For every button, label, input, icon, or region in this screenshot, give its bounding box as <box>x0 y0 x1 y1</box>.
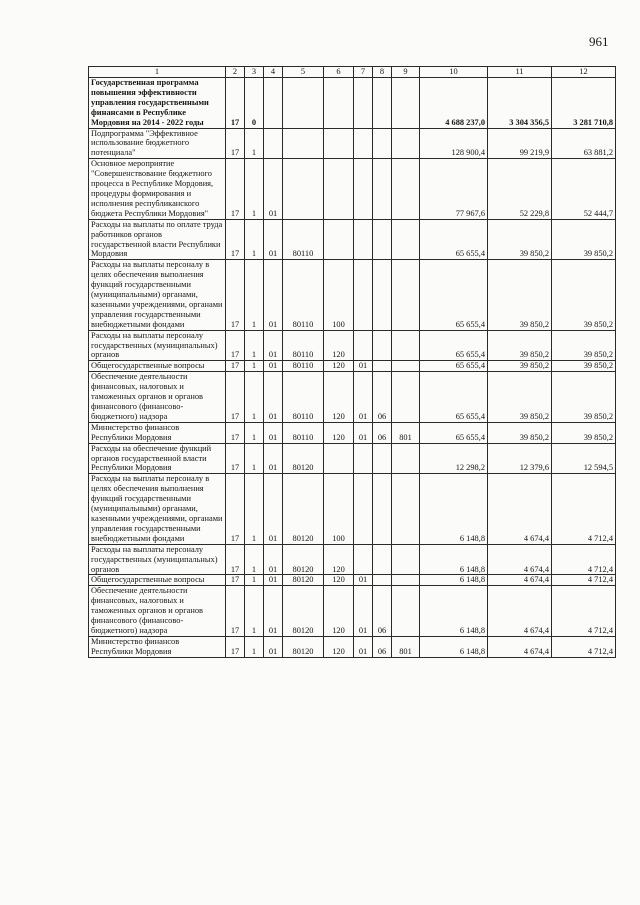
column-header: 2 <box>226 67 245 78</box>
code-direction-cell: 80110 <box>283 422 324 443</box>
code-subsection-cell <box>373 260 392 330</box>
code-ministry-cell <box>392 586 420 637</box>
code-subsection-cell: 06 <box>373 372 392 423</box>
code-direction-cell: 80110 <box>283 372 324 423</box>
code-subsection-cell <box>373 159 392 219</box>
amount-2021-cell: 39 850,2 <box>488 219 552 260</box>
amount-2022-cell: 39 850,2 <box>552 361 616 372</box>
code-event-cell: 01 <box>264 361 283 372</box>
code-section-cell: 01 <box>354 586 373 637</box>
code-event-cell: 01 <box>264 636 283 657</box>
table-row <box>89 219 616 260</box>
code-gp-cell: 17 <box>226 544 245 575</box>
code-sub-cell: 1 <box>245 361 264 372</box>
code-sub-cell: 1 <box>245 544 264 575</box>
amount-2022-cell: 39 850,2 <box>552 422 616 443</box>
amount-2021-cell: 4 674,4 <box>488 544 552 575</box>
code-direction-cell: 80120 <box>283 474 324 544</box>
amount-2021-cell: 3 304 356,5 <box>488 78 552 129</box>
code-direction-cell: 80120 <box>283 575 324 586</box>
row-name-cell: Общегосударственные вопросы <box>89 361 226 372</box>
code-gp-cell: 17 <box>226 474 245 544</box>
budget-table <box>88 66 616 658</box>
amount-2021-cell: 39 850,2 <box>488 422 552 443</box>
amount-2021-cell: 39 850,2 <box>488 330 552 361</box>
code-subsection-cell: 06 <box>373 586 392 637</box>
amount-2020-cell: 6 148,8 <box>420 586 488 637</box>
amount-2021-cell: 4 674,4 <box>488 636 552 657</box>
amount-2022-cell: 4 712,4 <box>552 636 616 657</box>
code-gp-cell: 17 <box>226 586 245 637</box>
row-name-cell: Расходы на выплаты персоналу в целях обеспечения выполнения функций государственными (муниципальными) органами, казенными учреждениями, органами управления государственными внебюджетными фондами <box>89 260 226 330</box>
row-name-cell: Расходы на выплаты персоналу в целях обеспечения выполнения функций государственными (муниципальными) органами, казенными учреждениями, органами управления государственными внебюджетными фондами <box>89 474 226 544</box>
code-gp-cell: 17 <box>226 260 245 330</box>
code-subsection-cell: 06 <box>373 422 392 443</box>
table-row <box>89 636 616 657</box>
code-ministry-cell <box>392 159 420 219</box>
amount-2020-cell: 65 655,4 <box>420 361 488 372</box>
amount-2021-cell: 99 219,9 <box>488 128 552 159</box>
code-sub-cell: 1 <box>245 372 264 423</box>
amount-2021-cell: 4 674,4 <box>488 575 552 586</box>
column-header: 10 <box>420 67 488 78</box>
table-row <box>89 372 616 423</box>
code-section-cell <box>354 443 373 474</box>
column-number-row <box>89 67 616 78</box>
table-row <box>89 260 616 330</box>
code-direction-cell: 80110 <box>283 330 324 361</box>
table-row <box>89 422 616 443</box>
amount-2022-cell: 4 712,4 <box>552 474 616 544</box>
code-direction-cell: 80120 <box>283 636 324 657</box>
code-sub-cell: 1 <box>245 159 264 219</box>
code-gp-cell: 17 <box>226 219 245 260</box>
code-sub-cell: 1 <box>245 443 264 474</box>
amount-2020-cell: 65 655,4 <box>420 260 488 330</box>
code-section-cell <box>354 219 373 260</box>
amount-2021-cell: 4 674,4 <box>488 586 552 637</box>
code-subsection-cell <box>373 128 392 159</box>
code-section-cell <box>354 330 373 361</box>
amount-2021-cell: 52 229,8 <box>488 159 552 219</box>
code-sub-cell: 1 <box>245 422 264 443</box>
amount-2022-cell: 63 881,2 <box>552 128 616 159</box>
code-ministry-cell <box>392 443 420 474</box>
code-subsection-cell <box>373 330 392 361</box>
table-row <box>89 474 616 544</box>
code-section-cell <box>354 474 373 544</box>
code-direction-cell <box>283 159 324 219</box>
amount-2022-cell: 39 850,2 <box>552 260 616 330</box>
amount-2020-cell: 4 688 237,0 <box>420 78 488 129</box>
amount-2020-cell: 65 655,4 <box>420 219 488 260</box>
amount-2020-cell: 77 967,6 <box>420 159 488 219</box>
code-expense-type-cell: 120 <box>324 575 354 586</box>
code-gp-cell: 17 <box>226 575 245 586</box>
code-subsection-cell: 06 <box>373 636 392 657</box>
code-ministry-cell <box>392 361 420 372</box>
table-row <box>89 159 616 219</box>
row-name-cell: Министерство финансов Республики Мордовия <box>89 422 226 443</box>
row-name-cell: Расходы на выплаты персоналу государственных (муниципальных) органов <box>89 330 226 361</box>
code-subsection-cell <box>373 361 392 372</box>
code-direction-cell: 80110 <box>283 260 324 330</box>
amount-2020-cell: 6 148,8 <box>420 544 488 575</box>
table-row <box>89 361 616 372</box>
column-header: 8 <box>373 67 392 78</box>
table-row <box>89 544 616 575</box>
table-row <box>89 586 616 637</box>
amount-2022-cell: 3 281 710,8 <box>552 78 616 129</box>
code-ministry-cell <box>392 78 420 129</box>
code-section-cell: 01 <box>354 372 373 423</box>
code-expense-type-cell <box>324 78 354 129</box>
code-ministry-cell <box>392 575 420 586</box>
amount-2020-cell: 6 148,8 <box>420 575 488 586</box>
amount-2020-cell: 65 655,4 <box>420 372 488 423</box>
column-header: 9 <box>392 67 420 78</box>
amount-2021-cell: 39 850,2 <box>488 372 552 423</box>
row-name-cell: Обеспечение деятельности финансовых, налоговых и таможенных органов и органов финансового (финансово-бюджетного) надзора <box>89 372 226 423</box>
code-gp-cell: 17 <box>226 422 245 443</box>
amount-2022-cell: 4 712,4 <box>552 586 616 637</box>
code-expense-type-cell: 120 <box>324 636 354 657</box>
row-name-cell: Расходы на выплаты по оплате труда работников органов государственной власти Республики Мордовия <box>89 219 226 260</box>
code-gp-cell: 17 <box>226 330 245 361</box>
amount-2022-cell: 39 850,2 <box>552 372 616 423</box>
code-expense-type-cell <box>324 159 354 219</box>
code-subsection-cell <box>373 443 392 474</box>
table-row <box>89 330 616 361</box>
amount-2020-cell: 6 148,8 <box>420 474 488 544</box>
code-sub-cell: 1 <box>245 219 264 260</box>
column-header: 7 <box>354 67 373 78</box>
code-event-cell: 01 <box>264 159 283 219</box>
code-subsection-cell <box>373 474 392 544</box>
code-event-cell: 01 <box>264 474 283 544</box>
table-row <box>89 78 616 129</box>
code-event-cell: 01 <box>264 330 283 361</box>
code-gp-cell: 17 <box>226 128 245 159</box>
code-section-cell: 01 <box>354 422 373 443</box>
code-expense-type-cell: 120 <box>324 330 354 361</box>
code-subsection-cell <box>373 544 392 575</box>
code-expense-type-cell: 120 <box>324 372 354 423</box>
code-subsection-cell <box>373 78 392 129</box>
table-row <box>89 443 616 474</box>
code-section-cell <box>354 260 373 330</box>
amount-2022-cell: 39 850,2 <box>552 330 616 361</box>
row-name-cell: Расходы на выплаты персоналу государственных (муниципальных) органов <box>89 544 226 575</box>
amount-2020-cell: 65 655,4 <box>420 422 488 443</box>
code-section-cell <box>354 159 373 219</box>
code-direction-cell: 80110 <box>283 219 324 260</box>
column-header: 12 <box>552 67 616 78</box>
amount-2020-cell: 65 655,4 <box>420 330 488 361</box>
code-subsection-cell <box>373 219 392 260</box>
code-gp-cell: 17 <box>226 443 245 474</box>
code-sub-cell: 0 <box>245 78 264 129</box>
code-sub-cell: 1 <box>245 586 264 637</box>
row-name-cell: Обеспечение деятельности финансовых, налоговых и таможенных органов и органов финансового (финансово-бюджетного) надзора <box>89 586 226 637</box>
code-expense-type-cell: 100 <box>324 474 354 544</box>
code-direction-cell: 80120 <box>283 586 324 637</box>
code-section-cell <box>354 544 373 575</box>
code-gp-cell: 17 <box>226 361 245 372</box>
code-sub-cell: 1 <box>245 474 264 544</box>
code-expense-type-cell <box>324 128 354 159</box>
code-sub-cell: 1 <box>245 330 264 361</box>
code-event-cell: 01 <box>264 443 283 474</box>
code-event-cell <box>264 78 283 129</box>
code-event-cell: 01 <box>264 260 283 330</box>
code-gp-cell: 17 <box>226 78 245 129</box>
code-direction-cell: 80120 <box>283 544 324 575</box>
code-direction-cell <box>283 128 324 159</box>
column-header: 1 <box>89 67 226 78</box>
code-gp-cell: 17 <box>226 636 245 657</box>
row-name-cell: Министерство финансов Республики Мордовия <box>89 636 226 657</box>
column-header: 6 <box>324 67 354 78</box>
code-gp-cell: 17 <box>226 372 245 423</box>
code-expense-type-cell <box>324 443 354 474</box>
code-expense-type-cell: 120 <box>324 586 354 637</box>
code-expense-type-cell: 120 <box>324 544 354 575</box>
code-section-cell: 01 <box>354 636 373 657</box>
code-ministry-cell <box>392 372 420 423</box>
code-ministry-cell <box>392 219 420 260</box>
row-name-cell: Общегосударственные вопросы <box>89 575 226 586</box>
code-expense-type-cell: 100 <box>324 260 354 330</box>
row-name-cell: Расходы на обеспечение функций органов государственной власти Республики Мордовия <box>89 443 226 474</box>
column-header: 11 <box>488 67 552 78</box>
code-event-cell: 01 <box>264 422 283 443</box>
column-header: 3 <box>245 67 264 78</box>
code-event-cell <box>264 128 283 159</box>
row-name-cell: Государственная программа повышения эффективности управления государственными финансами в Республике Мордовия на 2014 - 2022 годы <box>89 78 226 129</box>
code-ministry-cell <box>392 544 420 575</box>
amount-2021-cell: 39 850,2 <box>488 260 552 330</box>
code-event-cell: 01 <box>264 544 283 575</box>
code-ministry-cell <box>392 260 420 330</box>
table-row <box>89 575 616 586</box>
column-header: 4 <box>264 67 283 78</box>
amount-2022-cell: 52 444,7 <box>552 159 616 219</box>
code-ministry-cell <box>392 330 420 361</box>
code-expense-type-cell: 120 <box>324 361 354 372</box>
amount-2022-cell: 39 850,2 <box>552 219 616 260</box>
amount-2022-cell: 4 712,4 <box>552 575 616 586</box>
amount-2021-cell: 12 379,6 <box>488 443 552 474</box>
code-event-cell: 01 <box>264 372 283 423</box>
code-gp-cell: 17 <box>226 159 245 219</box>
code-sub-cell: 1 <box>245 260 264 330</box>
amount-2022-cell: 4 712,4 <box>552 544 616 575</box>
row-name-cell: Основное мероприятие "Совершенствование бюджетного процесса в Республике Мордовия, процедуры формирования и исполнения республиканского бюджета Республики Мордовия" <box>89 159 226 219</box>
code-event-cell: 01 <box>264 586 283 637</box>
code-section-cell <box>354 78 373 129</box>
row-name-cell: Подпрограмма "Эффективное использование бюджетного потенциала" <box>89 128 226 159</box>
code-section-cell: 01 <box>354 575 373 586</box>
code-section-cell <box>354 128 373 159</box>
code-sub-cell: 1 <box>245 128 264 159</box>
code-ministry-cell: 801 <box>392 422 420 443</box>
code-sub-cell: 1 <box>245 575 264 586</box>
amount-2022-cell: 12 594,5 <box>552 443 616 474</box>
code-ministry-cell: 801 <box>392 636 420 657</box>
amount-2021-cell: 4 674,4 <box>488 474 552 544</box>
amount-2020-cell: 6 148,8 <box>420 636 488 657</box>
code-event-cell: 01 <box>264 575 283 586</box>
column-header: 5 <box>283 67 324 78</box>
amount-2021-cell: 39 850,2 <box>488 361 552 372</box>
code-expense-type-cell: 120 <box>324 422 354 443</box>
code-direction-cell <box>283 78 324 129</box>
code-ministry-cell <box>392 128 420 159</box>
code-direction-cell: 80110 <box>283 361 324 372</box>
code-sub-cell: 1 <box>245 636 264 657</box>
code-direction-cell: 80120 <box>283 443 324 474</box>
code-expense-type-cell <box>324 219 354 260</box>
code-subsection-cell <box>373 575 392 586</box>
code-section-cell: 01 <box>354 361 373 372</box>
table-row <box>89 128 616 159</box>
code-ministry-cell <box>392 474 420 544</box>
amount-2020-cell: 128 900,4 <box>420 128 488 159</box>
page-number: 961 <box>589 34 609 49</box>
amount-2020-cell: 12 298,2 <box>420 443 488 474</box>
code-event-cell: 01 <box>264 219 283 260</box>
